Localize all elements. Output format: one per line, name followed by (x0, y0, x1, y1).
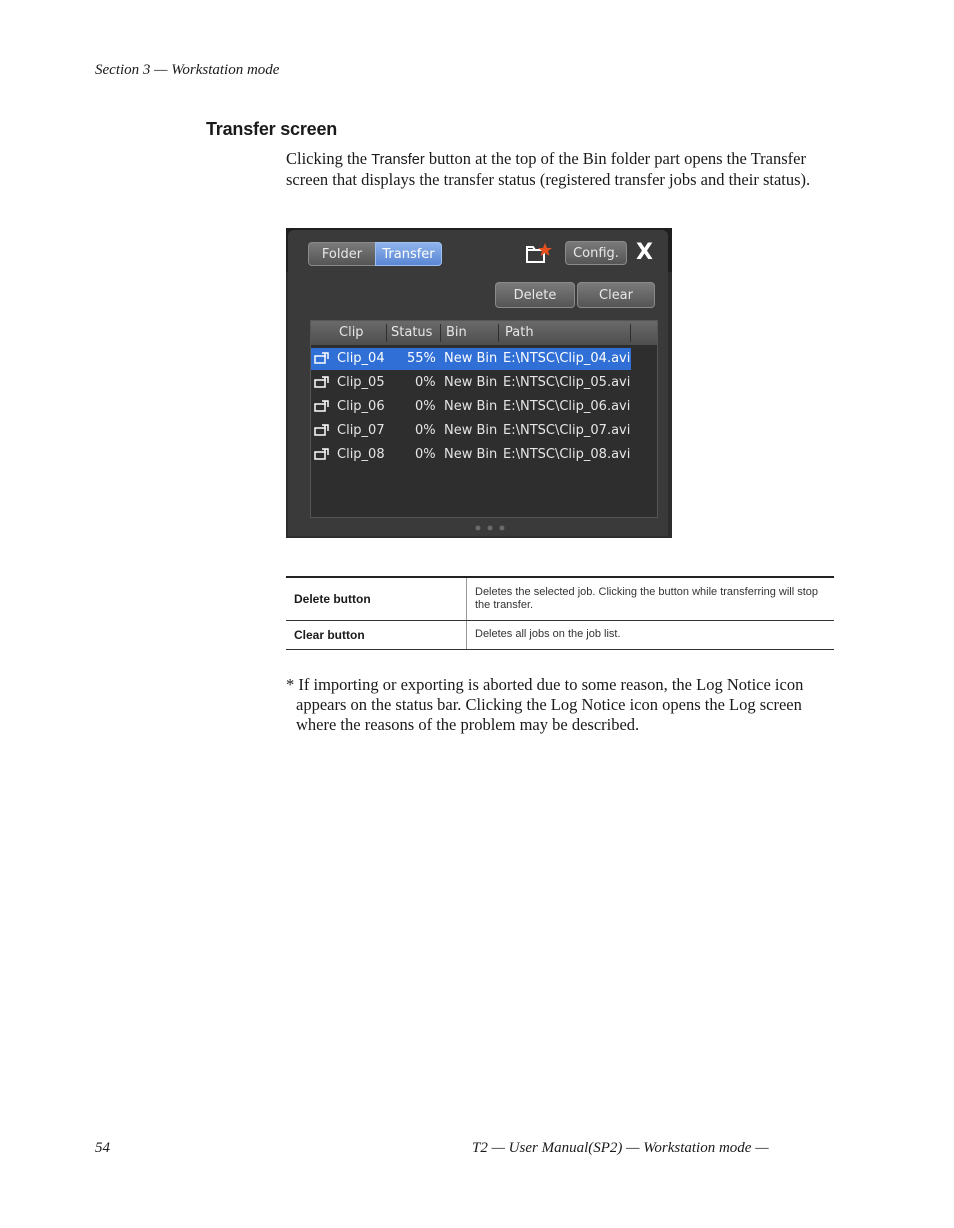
delete-button[interactable]: Delete (495, 282, 575, 308)
table-value: Deletes all jobs on the job list. (467, 620, 835, 649)
row-status: 0% (415, 423, 436, 438)
config-button[interactable]: Config. (565, 241, 627, 265)
transfer-job-icon (314, 424, 329, 436)
row-clip: Clip_04 (337, 351, 385, 366)
running-footer: T2 — User Manual(SP2) — Workstation mode — (472, 1140, 769, 1156)
row-clip: Clip_05 (337, 375, 385, 390)
transfer-panel (288, 230, 668, 536)
table-row (286, 577, 834, 620)
row-bin: New Bin (444, 447, 498, 462)
table-row[interactable] (311, 444, 631, 466)
transfer-job-list[interactable] (310, 320, 658, 518)
list-header (311, 321, 657, 345)
row-status: 55% (407, 351, 436, 366)
intro-text-after: button at the top of the Bin folder part opens the Transfer screen that displays the transfer status (registered transfer jobs and their status). (286, 149, 811, 189)
table-value: Deletes the selected job. Clicking the button while transferring will stop the transfer. (467, 577, 835, 620)
resize-handle-icon[interactable] (472, 524, 508, 532)
row-clip: Clip_08 (337, 447, 385, 462)
page-number: 54 (95, 1140, 110, 1156)
intro-paragraph (286, 149, 826, 190)
footnote: * If importing or exporting is aborted due to some reason, the Log Notice icon appears on the status bar. Clicking the Log Notice icon opens the Log screen where the reasons of the problem may be described. (286, 675, 804, 734)
close-icon[interactable]: X (636, 240, 653, 265)
row-bin: New Bin (444, 375, 498, 390)
row-bin: New Bin (444, 351, 498, 366)
row-status: 0% (415, 399, 436, 414)
row-path: E:\NTSC\Clip_08.avi (503, 447, 631, 462)
button-description-table (286, 576, 834, 650)
table-row (286, 620, 834, 649)
table-key: Delete button (286, 577, 467, 620)
row-bin: New Bin (444, 423, 498, 438)
column-header-status[interactable]: Status (391, 325, 433, 340)
transfer-job-icon (314, 448, 329, 460)
row-bin: New Bin (444, 399, 498, 414)
table-row[interactable] (311, 420, 631, 442)
intro-keyword: Transfer (371, 152, 425, 168)
table-row[interactable] (311, 348, 631, 370)
intro-text-before: Clicking the (286, 149, 372, 168)
column-header-bin[interactable]: Bin (446, 325, 467, 340)
row-path: E:\NTSC\Clip_06.avi (503, 399, 631, 414)
running-header: Section 3 — Workstation mode (95, 62, 280, 78)
row-path: E:\NTSC\Clip_04.avi (503, 351, 631, 366)
transfer-job-icon (314, 400, 329, 412)
new-folder-icon[interactable] (526, 242, 552, 264)
transfer-job-icon (314, 352, 329, 364)
row-path: E:\NTSC\Clip_05.avi (503, 375, 631, 390)
table-row[interactable] (311, 372, 631, 394)
transfer-job-icon (314, 376, 329, 388)
row-path: E:\NTSC\Clip_07.avi (503, 423, 631, 438)
table-row[interactable] (311, 396, 631, 418)
clear-button[interactable]: Clear (577, 282, 655, 308)
column-header-path[interactable]: Path (505, 325, 534, 340)
column-header-clip[interactable]: Clip (339, 325, 364, 340)
section-heading: Transfer screen (206, 119, 338, 139)
table-key: Clear button (286, 620, 467, 649)
row-status: 0% (415, 375, 436, 390)
transfer-screen-screenshot (286, 228, 672, 538)
tab-transfer[interactable]: Transfer (375, 242, 442, 266)
row-clip: Clip_07 (337, 423, 385, 438)
row-status: 0% (415, 447, 436, 462)
row-clip: Clip_06 (337, 399, 385, 414)
tab-folder[interactable]: Folder (308, 242, 376, 266)
